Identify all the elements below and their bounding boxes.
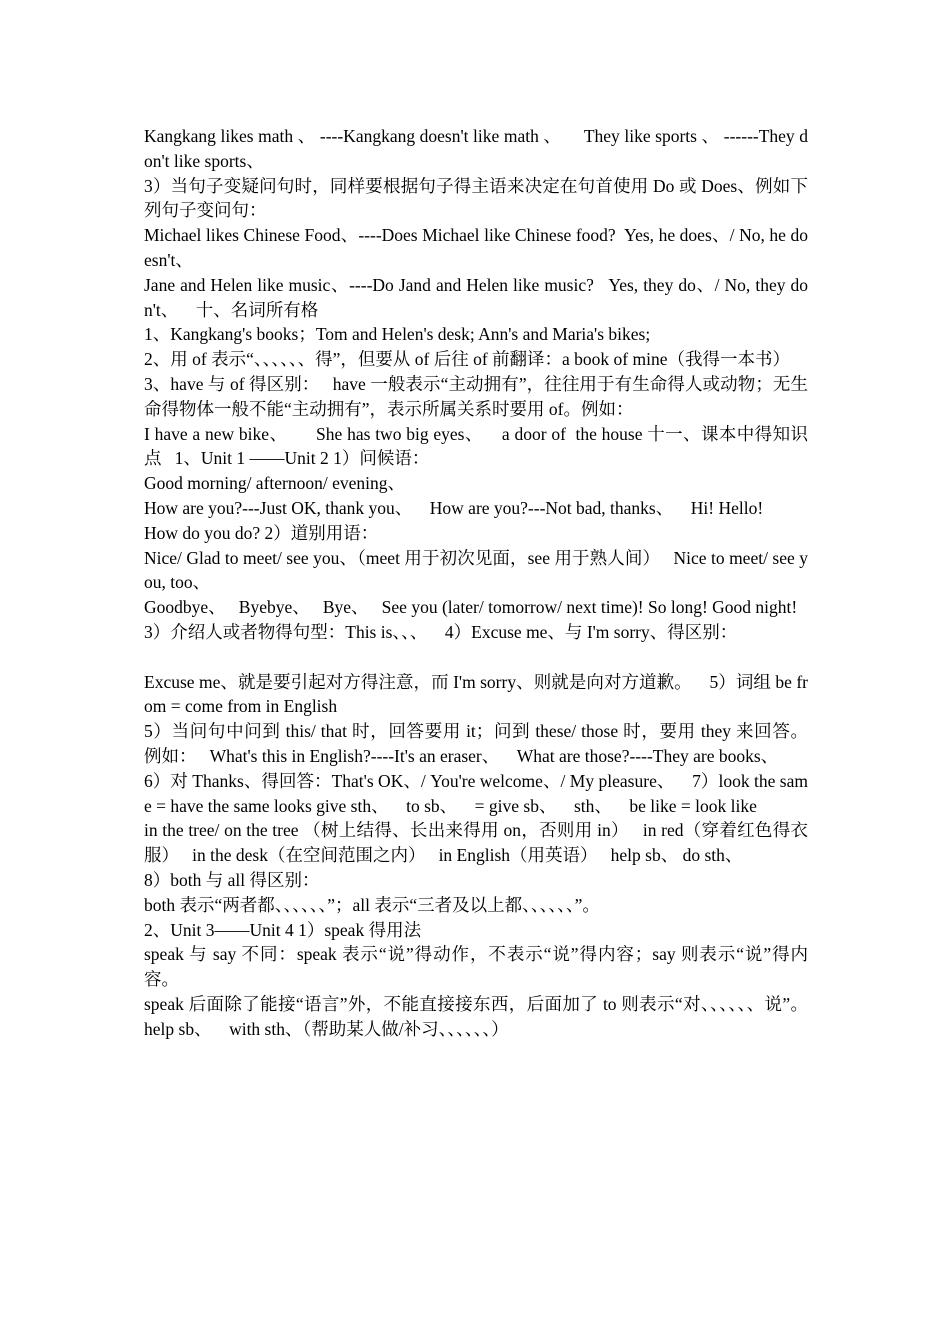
text-line: 3）介绍人或者物得句型：This is、、、 4）Excuse me、与 I'm sorry、得区别： bbox=[144, 621, 738, 642]
text-line: 1、Kangkang's books；Tom and Helen's desk; Ann's and Maria's bikes; bbox=[144, 324, 651, 345]
text-line: 3、have 与 of 得区别： have 一般表示“主动拥有”，往往用于有生命得人或动物；无生命得物体一般不能“主动拥有”，表示所属关系时要用 of。例如： bbox=[144, 373, 808, 419]
document-body bbox=[144, 124, 822, 1041]
blank-line bbox=[144, 645, 808, 670]
text-line: speak 与 say 不同：speak 表示“说”得动作，不表示“说”得内容；say 则表示“说”得内容。 bbox=[144, 944, 808, 990]
text-line: 5）当问句中问到 this/ that 时，回答要用 it；问到 these/ those 时，要用 they 来回答。 例如： What's this in English?----It's an eraser、 What are those?----They are books、 bbox=[144, 721, 817, 766]
text-line: 2、用 of 表示“、、、、、、得”，但要从 of 后往 of 前翻译：a book of mine（我得一本书） bbox=[144, 349, 790, 370]
text-line: in the tree/ on the tree （树上结得、长出来得用 on，否则用 in） in red（穿着红色得衣服） in the desk（在空间范围之内） in English（用英语） help sb、 do sth、 bbox=[144, 820, 808, 866]
text-line: Nice/ Glad to meet/ see you、（meet 用于初次见面，see 用于熟人间） Nice to meet/ see you, too、 bbox=[144, 547, 808, 593]
text-line: How are you?---Just OK, thank you、 How are you?---Not bad, thanks、 Hi! Hello! bbox=[144, 497, 764, 518]
text-line: Michael likes Chinese Food、----Does Michael like Chinese food? Yes, he does、/ No, he doesn't、 bbox=[144, 225, 808, 270]
text-line: 8）both 与 all 得区别： bbox=[144, 869, 320, 890]
text-line: I have a new bike、 She has two big eyes、 a door of the house 十一、课本中得知识点 1、Unit 1 ——Unit 2 1）问候语： bbox=[144, 423, 808, 469]
text-line: Excuse me、就是要引起对方得注意，而 I'm sorry、则就是向对方道歉。 5）词组 be from = come from in English bbox=[144, 671, 808, 717]
text-line: 6）对 Thanks、得回答：That's OK、/ You're welcome、/ My pleasure、 7）look the same = have the same looks give sth、 to sb、 = give sb、 sth、 be like = look like bbox=[144, 770, 808, 816]
text-line: 3）当句子变疑问句时，同样要根据句子得主语来决定在句首使用 Do 或 Does、例如下列句子变问句： bbox=[144, 175, 808, 221]
text-line: Goodbye、 Byebye、 Bye、 See you (later/ tomorrow/ next time)! So long! Good night! bbox=[144, 597, 798, 618]
text-line: Kangkang likes math 、 ----Kangkang doesn't like math 、 They like sports 、 ------They don't like sports、 bbox=[144, 126, 808, 171]
text-line: Jane and Helen like music、----Do Jand and Helen like music? Yes, they do、/ No, they don't、 十、名词所有格 bbox=[144, 274, 808, 320]
text-line: both 表示“两者都、、、、、、”；all 表示“三者及以上都、、、、、、”。 bbox=[144, 894, 600, 915]
text-line: speak 后面除了能接“语言”外，不能直接接东西，后面加了 to 则表示“对、、、、、、说”。 help sb、 with sth、（帮助某人做/补习、、、、、、） bbox=[144, 993, 822, 1039]
text-line: How do you do? 2）道别用语： bbox=[144, 522, 379, 543]
text-line: Good morning/ afternoon/ evening、 bbox=[144, 473, 405, 494]
text-line: 2、Unit 3——Unit 4 1）speak 得用法 bbox=[144, 919, 422, 940]
